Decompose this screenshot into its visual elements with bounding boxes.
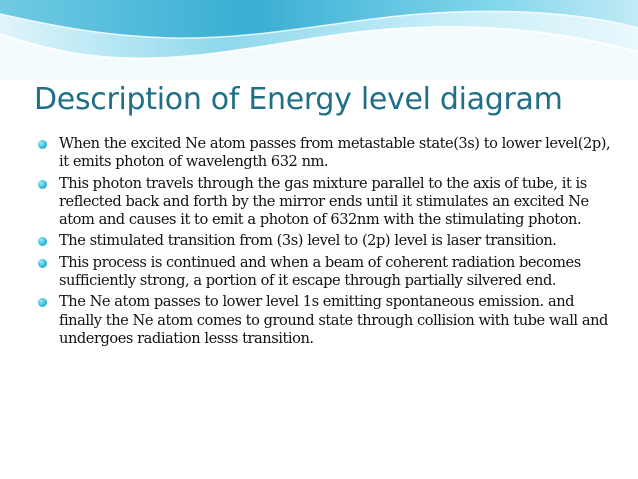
circle-bullet-icon (38, 237, 47, 246)
bullet-text: The stimulated transition from (3s) level to (2p) level is laser transition. (59, 232, 557, 250)
bullet-item (38, 232, 620, 250)
bullet-text: This process is continued and when a beam of coherent radiation becomes sufficiently strong, a portion of it escape through partially silvered end. (59, 253, 581, 290)
bullet-item (38, 135, 620, 172)
bullet-list (38, 135, 620, 351)
slide-title: Description of Energy level diagram (34, 82, 563, 117)
circle-bullet-icon (38, 298, 47, 307)
circle-bullet-icon (38, 180, 47, 189)
bullet-item (38, 254, 620, 291)
bullet-text: When the excited Ne atom passes from metastable state(3s) to lower level(2p), it emits photon of wavelength 632 nm. (59, 135, 611, 171)
bullet-item (38, 293, 620, 348)
circle-bullet-icon (38, 259, 47, 268)
bullet-text: The Ne atom passes to lower level 1s emitting spontaneous emission. and finally the Ne atom comes to ground state through collision with tube wall and undergoes radiation lesss transition. (59, 293, 608, 347)
bullet-item (38, 175, 620, 230)
bullet-text: This photon travels through the gas mixture parallel to the axis of tube, it is reflected back and forth by the mirror ends until it stimulates an excited Ne atom and causes it to emit a photon of 632nm with the stimulating photon. (59, 174, 589, 229)
circle-bullet-icon (38, 140, 47, 149)
decorative-wave-header (0, 0, 638, 80)
